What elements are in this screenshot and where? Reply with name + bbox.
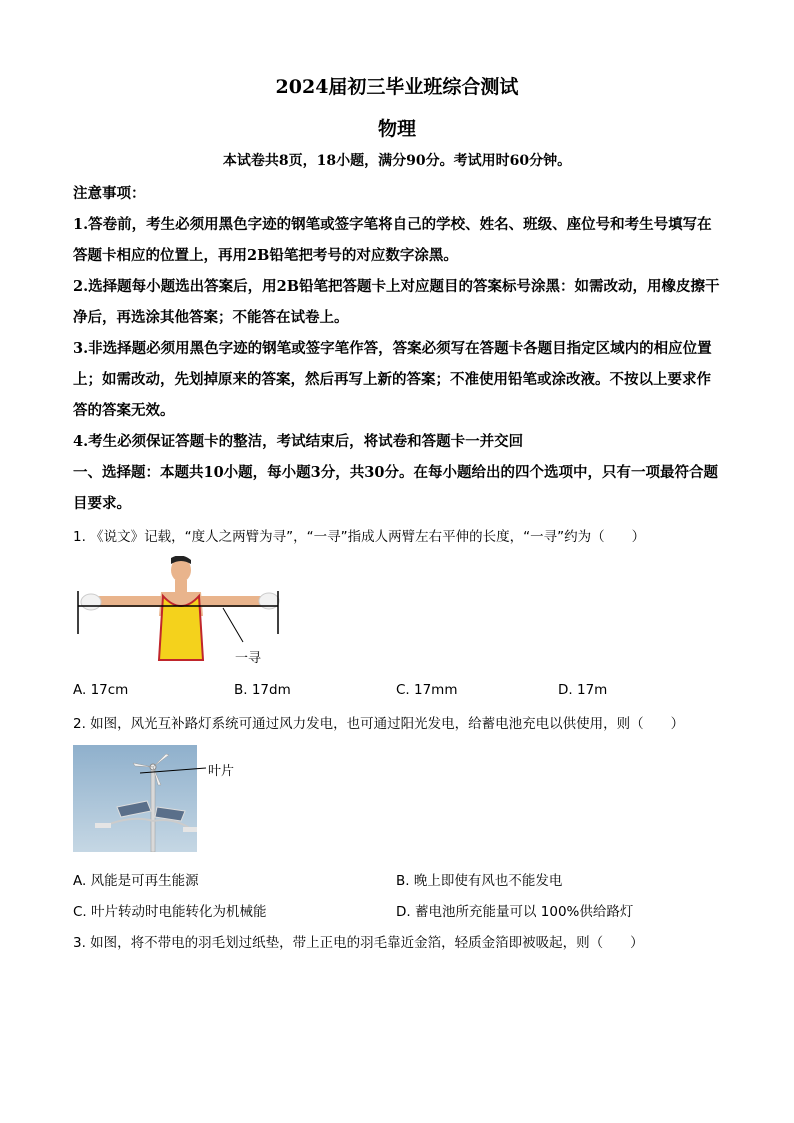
lamp-head-right (183, 827, 197, 832)
q2-option-a: A. 风能是可再生能源 (73, 873, 199, 889)
note-item-4: 4.考生必须保证答题卡的整洁，考试结束后，将试卷和答题卡一并交回 (73, 433, 524, 450)
question-1-stem: 1. 《说文》记载，“度人之两臂为寻”，“一寻”指成人两臂左右平伸的长度，“一寻”约为（ ） (73, 529, 646, 545)
note-item-3: 3.非选择题必须用黑色字迹的钢笔或签字笔作答，答案必须写在答题卡各题目指定区域内的相应位置上；如需改动，先划掉原来的答案，然后再写上新的答案；不准使用铅笔或涂改液。不按以上要求作答的答案无效。 (73, 340, 712, 419)
notes-heading: 注意事项： (73, 185, 146, 202)
left-glove (81, 594, 101, 610)
section-heading: 一、选择题：本题共10小题，每小题3分，共30分。在每小题给出的四个选项中，只有一项最符合题目要求。 (73, 464, 718, 512)
note-item-2: 2.选择题每小题选出答案后，用2B铅笔把答题卡上对应题目的答案标号涂黑：如需改动，用橡皮擦干净后，再选涂其他答案；不能答在试卷上。 (73, 278, 720, 326)
q2-option-b: B. 晚上即使有风也不能发电 (396, 873, 563, 889)
q1-option-b: B. 17dm (234, 682, 291, 698)
subject-title: 物理 (377, 118, 416, 140)
exam-info: 本试卷共8页，18小题，满分90分。考试用时60分钟。 (222, 153, 572, 169)
q1-option-c: C. 17mm (396, 682, 458, 698)
blade-pointer-line (140, 760, 210, 776)
q1-option-a: A. 17cm (73, 682, 129, 698)
q1-option-d: D. 17m (558, 682, 608, 698)
q2-option-c: C. 叶片转动时电能转化为机械能 (73, 904, 267, 920)
figure-label-yepian: 叶片 (208, 764, 235, 779)
figure-label-yixun: 一寻 (235, 651, 262, 666)
label-pointer (223, 608, 243, 642)
q2-option-d: D. 蓄电池所充能量可以 100%供给路灯 (396, 904, 634, 920)
question-3-stem: 3. 如图，将不带电的羽毛划过纸垫，带上正电的羽毛靠近金箔，轻质金箔即被吸起，则（ ） (73, 935, 644, 951)
exam-title: 2024届初三毕业班综合测试 (275, 76, 519, 98)
neck (175, 580, 187, 592)
question-2-stem: 2. 如图，风光互补路灯系统可通过风力发电，也可通过阳光发电，给蓄电池充电以供使用，则（ ） (73, 716, 685, 732)
note-item-1: 1.答卷前，考生必须用黑色字迹的钢笔或签字笔将自己的学校、姓名、班级、座位号和考生号填写在答题卡相应的位置上，再用2B铅笔把考号的对应数字涂黑。 (73, 216, 712, 264)
lamp-head-left (95, 823, 111, 828)
pole (151, 767, 155, 852)
